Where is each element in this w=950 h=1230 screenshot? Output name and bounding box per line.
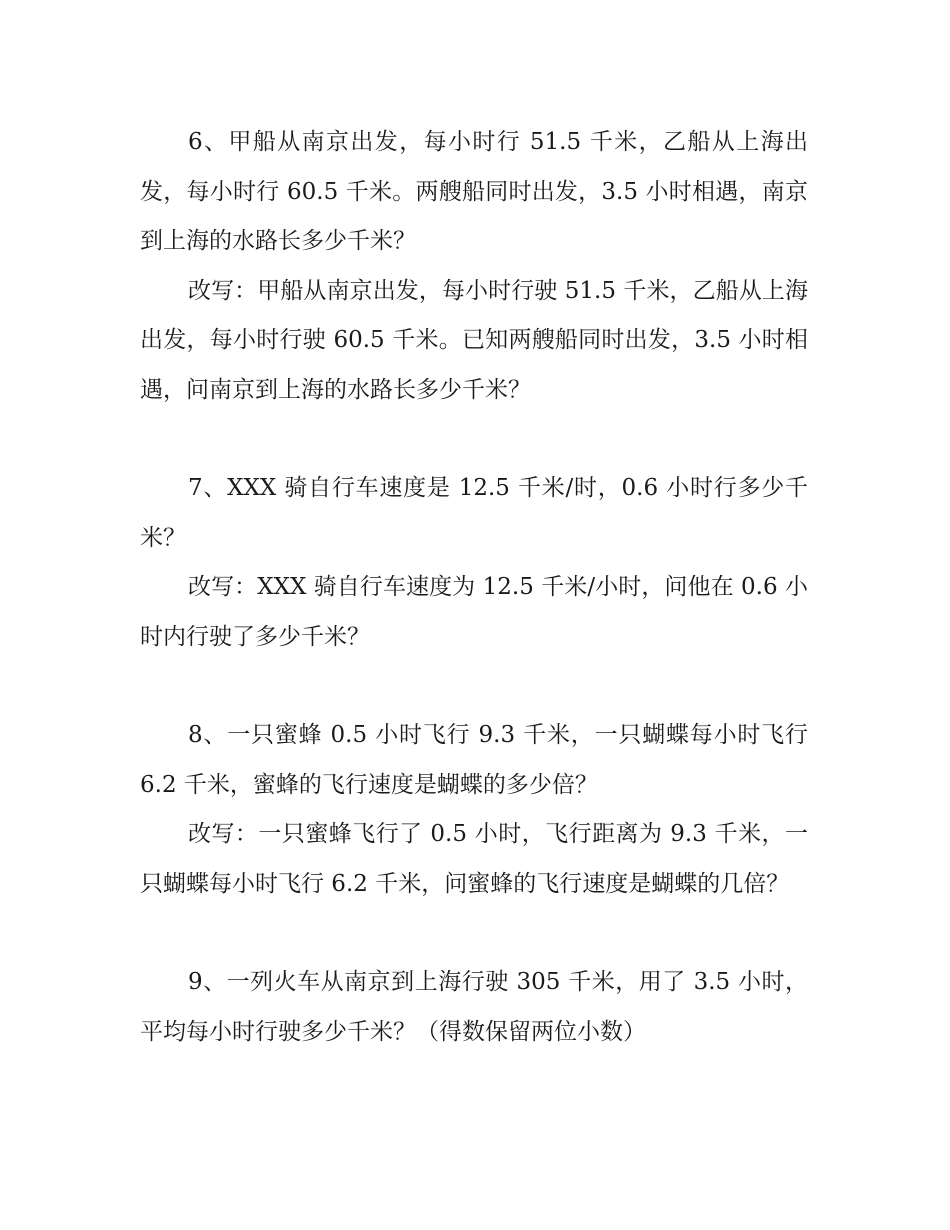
problem-9 xyxy=(140,958,808,1057)
problem-7-rewrite: 改写：XXX 骑自行车速度为 12.5 千米/小时，问他在 0.6 小时内行驶了多少千米？ xyxy=(140,574,808,650)
problem-8 xyxy=(140,711,808,909)
problem-6-rewrite: 改写：甲船从南京出发，每小时行驶 51.5 千米，乙船从上海出发，每小时行驶 60.5 千米。已知两艘船同时出发，3.5 小时相遇，问南京到上海的水路长多少千米？ xyxy=(140,277,808,403)
problem-7-question: 7、XXX 骑自行车速度是 12.5 千米/时，0.6 小时行多少千米？ xyxy=(140,475,808,551)
document-body xyxy=(140,118,808,1057)
problem-8-question: 8、一只蜜蜂 0.5 小时飞行 9.3 千米，一只蝴蝶每小时飞行 6.2 千米，蜜蜂的飞行速度是蝴蝶的多少倍？ xyxy=(140,722,808,798)
problem-8-rewrite: 改写：一只蜜蜂飞行了 0.5 小时，飞行距离为 9.3 千米，一只蝴蝶每小时飞行 6.2 千米，问蜜蜂的飞行速度是蝴蝶的几倍？ xyxy=(140,821,808,897)
problem-6 xyxy=(140,118,808,415)
problem-6-question: 6、甲船从南京出发，每小时行 51.5 千米，乙船从上海出发，每小时行 60.5 千米。两艘船同时出发，3.5 小时相遇，南京到上海的水路长多少千米？ xyxy=(140,129,808,254)
problem-7 xyxy=(140,464,808,662)
problem-9-question: 9、一列火车从南京到上海行驶 305 千米，用了 3.5 小时，平均每小时行驶多少千米？（得数保留两位小数） xyxy=(140,969,808,1045)
